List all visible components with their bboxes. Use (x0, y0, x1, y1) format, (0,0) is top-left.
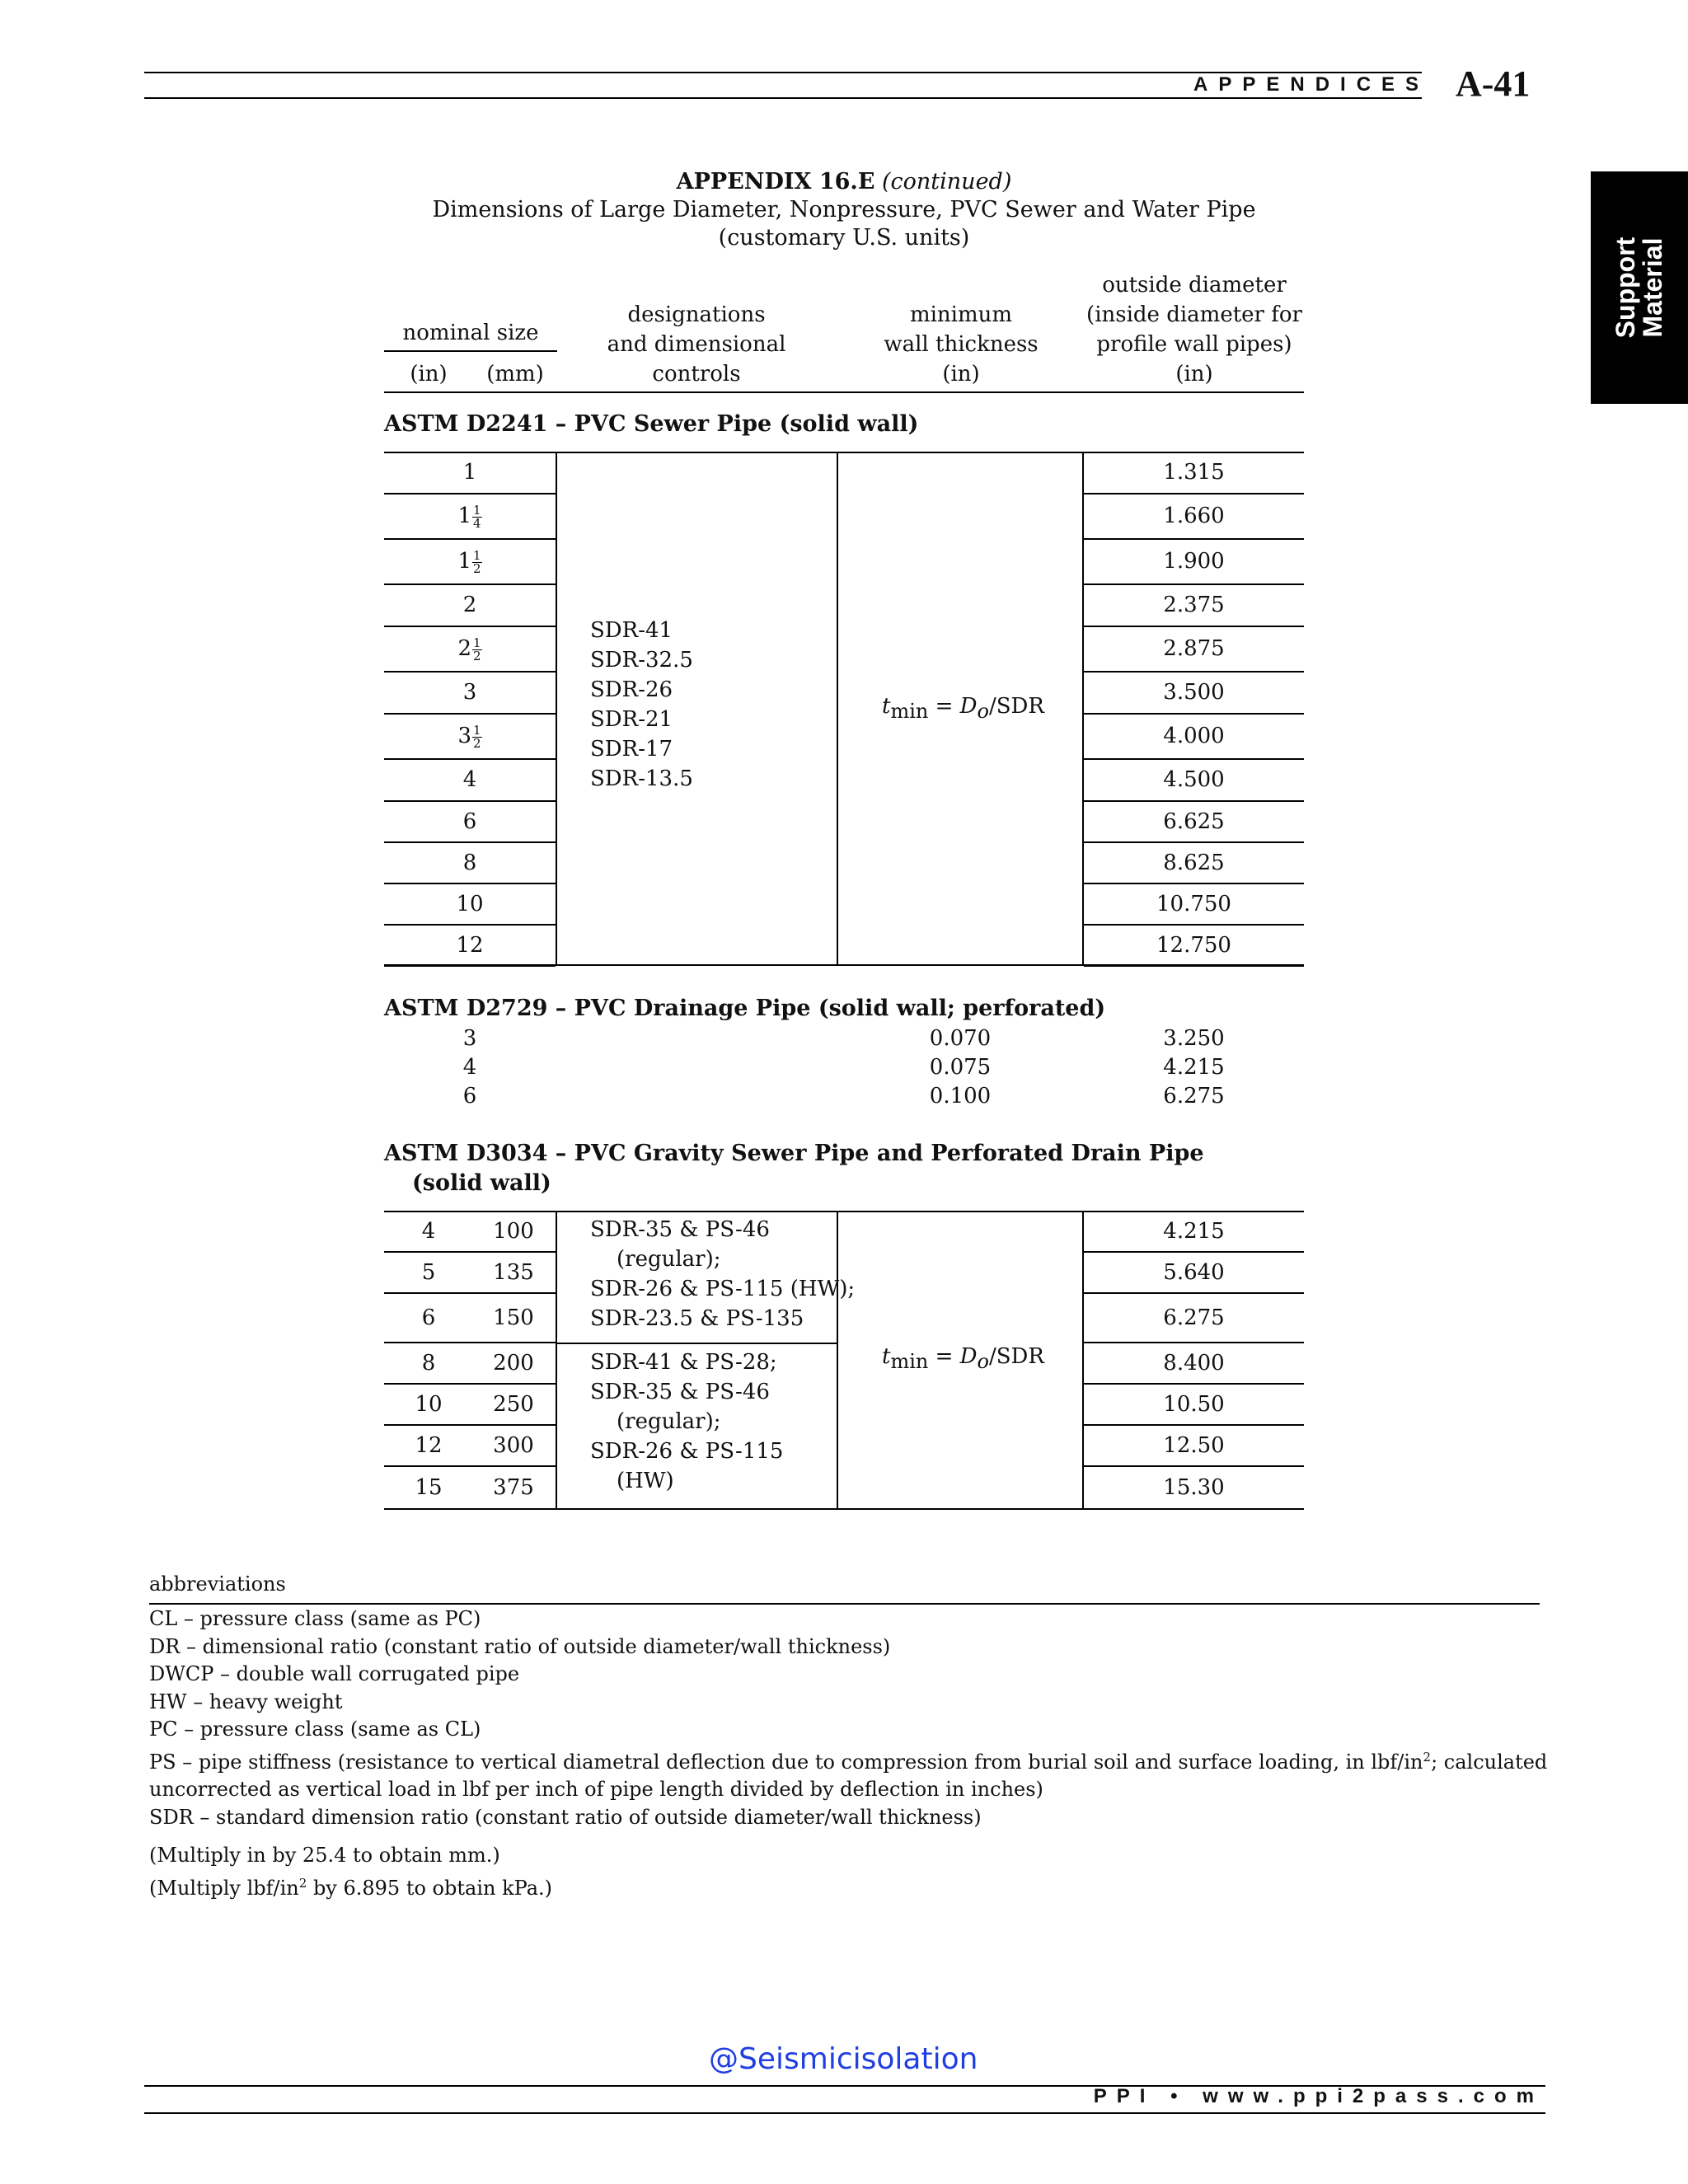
size-fraction (472, 504, 482, 530)
d2241-designations: SDR-41 SDR-32.5 SDR-26 SDR-21 SDR-17 SDR-13.5 (590, 618, 693, 791)
footer-rule-bottom (144, 2112, 1545, 2114)
size-whole: 1 (457, 504, 471, 528)
table-caption (0, 168, 1688, 252)
col-header-in: (in) (410, 362, 448, 387)
wall-cell: 0.075 (929, 1055, 992, 1080)
fraction-denominator: 4 (473, 515, 481, 531)
wall-cell: 0.100 (929, 1084, 992, 1108)
size-cell (384, 802, 556, 841)
size-whole: 8 (462, 851, 477, 875)
col-header-designations: designations and dimensional controls (607, 302, 786, 387)
size-in-cell: 6 (421, 1305, 436, 1330)
col-header-nominal-size: nominal size (402, 321, 539, 345)
od-cell: 8.400 (1163, 1351, 1225, 1376)
section-title-d2241: ASTM D2241 – PVC Sewer Pipe (solid wall) (384, 411, 919, 437)
page-number: A-41 (1456, 63, 1531, 104)
footer-publisher: PPI • www.ppi2pass.com (1093, 2085, 1544, 2107)
tab-label: Support Material (1611, 237, 1667, 339)
size-whole: 12 (456, 933, 484, 958)
size-in-cell: 5 (421, 1260, 436, 1285)
continued-note: (continued) (882, 169, 1012, 194)
d3034-group-rule (557, 1343, 837, 1344)
size-mm-cell: 300 (493, 1433, 534, 1458)
size-cell (384, 926, 556, 965)
od-cell: 6.275 (1163, 1305, 1225, 1330)
od-cell: 4.215 (1163, 1219, 1225, 1244)
size-whole: 1 (457, 549, 471, 574)
section-title-d2729: ASTM D2729 – PVC Drainage Pipe (solid wall; perforated) (384, 996, 1106, 1021)
size-whole: 3 (462, 680, 477, 705)
size-cell: 3 (462, 1026, 477, 1051)
fraction-numerator: 1 (473, 502, 481, 518)
od-cell: 12.750 (1156, 933, 1231, 958)
od-cell: 10.50 (1163, 1392, 1225, 1417)
od-cell: 4.000 (1163, 724, 1225, 748)
od-cell: 2.875 (1163, 636, 1225, 661)
od-cell: 1.660 (1163, 504, 1225, 528)
od-cell: 4.215 (1163, 1055, 1225, 1080)
col-header-wall-thickness: minimum wall thickness (in) (884, 302, 1039, 387)
od-cell: 5.640 (1163, 1260, 1225, 1285)
size-in-cell: 15 (415, 1475, 443, 1500)
od-cell: 6.625 (1163, 809, 1225, 834)
col-header-outside-diameter: outside diameter (inside diameter for profile wall pipes) (in) (1086, 273, 1302, 387)
size-mm-cell: 100 (493, 1219, 534, 1244)
fraction-numerator: 1 (473, 635, 481, 650)
abbreviations-rule (149, 1603, 1540, 1605)
size-cell (384, 585, 556, 626)
abbreviations-title: abbreviations (149, 1572, 286, 1596)
conversion-notes: (Multiply in by 25.4 to obtain mm.) (Multiply lbf/$in^2$ by 6.895 to obtain kPa.) (149, 1844, 552, 1900)
size-whole: 2 (457, 636, 471, 661)
od-cell: 8.625 (1163, 851, 1225, 875)
size-cell (384, 494, 556, 538)
size-cell (384, 715, 556, 758)
size-cell (384, 627, 556, 671)
fraction-numerator: 1 (473, 722, 481, 738)
fraction-denominator: 2 (473, 735, 481, 751)
size-fraction (472, 724, 482, 750)
fraction-denominator: 2 (473, 560, 481, 576)
size-cell (384, 760, 556, 800)
size-whole: 3 (457, 724, 471, 748)
od-cell: 1.315 (1163, 460, 1225, 485)
caption-subtitle: Dimensions of Large Diameter, Nonpressure, PVC Sewer and Water Pipe (432, 197, 1256, 223)
size-in-cell: 8 (421, 1351, 436, 1376)
size-mm-cell: 150 (493, 1305, 534, 1330)
appendix-title: APPENDIX 16.E (676, 169, 875, 194)
size-mm-cell: 135 (493, 1260, 534, 1285)
size-in-cell: 12 (415, 1433, 443, 1458)
od-cell: 3.500 (1163, 680, 1225, 705)
d2241-formula: $t_{min} = D_o/SDR$ (882, 694, 1044, 724)
col-header-mm: (mm) (486, 362, 544, 387)
od-cell: 3.250 (1163, 1026, 1225, 1051)
size-fraction (472, 637, 482, 663)
fraction-denominator: 2 (473, 648, 481, 663)
d2241-bottom-rule (384, 964, 1304, 966)
wall-cell: 0.070 (929, 1026, 992, 1051)
od-cell: 15.30 (1163, 1475, 1225, 1500)
od-cell: 12.50 (1163, 1433, 1225, 1458)
size-cell: 4 (462, 1055, 477, 1080)
header-bottom-rule (384, 391, 1304, 393)
size-mm-cell: 200 (493, 1351, 534, 1376)
size-in-cell: 4 (421, 1219, 436, 1244)
abbreviations-list: CL – pressure class (same as PC) DR – dimensional ratio (constant ratio of outside diameter/wall thickness) DWCP – double wall corrugated pipe HW – heavy weight PC – pressure class (same as CL) PS – pipe stiffness (resistance to vertical diametral deflection due to compression from burial soil and surface loading, in lbf/$in^2$; calculated uncorrected as vertical load in lbf per inch of pipe length divided by deflection in inches) SDR – standard dimension ratio (constant ratio of outside diameter/wall thickness) (149, 1607, 1548, 1829)
d3034-group2-designations: SDR-41 & PS-28; SDR-35 & PS-46 (regular); SDR-26 & PS-115 (HW) (590, 1350, 784, 1493)
size-cell (384, 884, 556, 924)
d2241-vline-2 (837, 452, 838, 966)
od-cell: 1.900 (1163, 549, 1225, 574)
size-mm-cell: 250 (493, 1392, 534, 1417)
size-cell (384, 843, 556, 883)
fraction-numerator: 1 (473, 547, 481, 563)
size-in-cell: 10 (415, 1392, 443, 1417)
size-whole: 4 (462, 767, 477, 792)
size-cell (384, 673, 556, 713)
size-cell: 6 (462, 1084, 477, 1108)
watermark: @Seismicisolation (709, 2042, 978, 2076)
caption-units: (customary U.S. units) (718, 225, 970, 251)
running-header: APPENDICES (1193, 73, 1430, 96)
header-rule-bottom (144, 97, 1422, 99)
size-mm-cell: 375 (493, 1475, 534, 1500)
od-cell: 4.500 (1163, 767, 1225, 792)
section-title-d3034: ASTM D3034 – PVC Gravity Sewer Pipe and Perforated Drain Pipe (solid wall) (384, 1141, 1204, 1196)
size-cell (384, 540, 556, 583)
od-cell: 2.375 (1163, 593, 1225, 617)
size-whole: 2 (462, 593, 477, 617)
od-cell: 10.750 (1156, 892, 1231, 916)
d3034-vline-1 (556, 1211, 557, 1510)
od-cell: 6.275 (1163, 1084, 1225, 1108)
d2241-vline-1 (556, 452, 557, 966)
size-whole: 6 (462, 809, 477, 834)
d3034-bottom-rule (384, 1508, 1304, 1510)
nominal-size-rule (384, 350, 557, 352)
size-fraction (472, 547, 482, 576)
d3034-group1-designations: SDR-35 & PS-46 (regular); SDR-26 & PS-115 (HW); SDR-23.5 & PS-135 (590, 1217, 856, 1331)
size-whole: 10 (456, 892, 484, 916)
d3034-formula: $t_{min} = D_o/SDR$ (882, 1344, 1044, 1374)
size-cell (384, 452, 556, 493)
size-whole: 1 (462, 460, 477, 485)
